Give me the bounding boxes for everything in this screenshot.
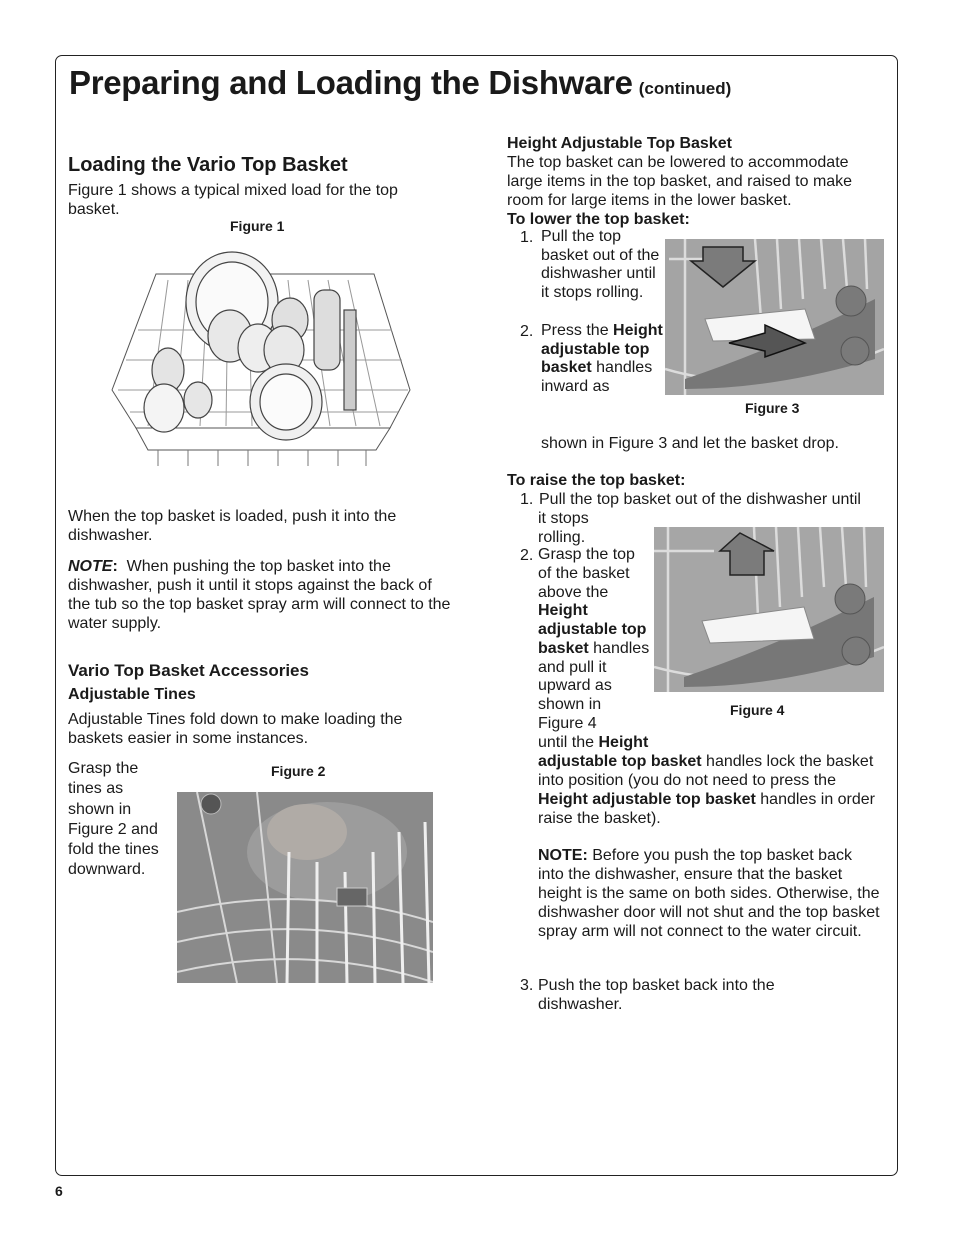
vario-intro: Figure 1 shows a typical mixed load for the top basket. [68,182,398,218]
raise-step1-continued: it stops rolling. [538,510,589,546]
vario-heading: Loading the Vario Top Basket [68,154,348,176]
step3-text: Push the top basket back into the dishwasher. [538,977,775,1013]
lower-step1: Pull the top basket out of the dishwasher until it stops rolling. [541,228,660,302]
figure2-tines-photo [177,792,433,983]
lower-step2-number: 2. [520,323,534,340]
raise-heading: To raise the top basket: [507,472,686,489]
tines-text: Adjustable Tines fold down to make loading the baskets easier in some instances. [68,711,403,747]
raise-step1-number: 1. [520,491,534,508]
figure3-caption: Figure 3 [745,400,800,416]
raise-step2-continued: adjustable top basket handles lock the basket into position (you do not need to press the Height adjustable top basket handles in order raise the basket). [538,753,876,827]
accessories-heading: Vario Top Basket Accessories [68,661,309,680]
page-number: 6 [55,1183,63,1199]
lower-step2-continued: shown in Figure 3 and let the basket drop. [541,435,839,452]
raise-step1: Pull the top basket out of the dishwasher until [539,491,861,508]
note-label: NOTE [68,558,113,575]
page-title: Preparing and Loading the Dishware (continued) [69,64,732,101]
raise-note: NOTE: Before you push the top basket back into the dishwasher, ensure that the basket height is the same on both sides. Otherwise, the dishwasher door will not shut and the top basket spray arm will not connect to the water circuit. [538,847,880,940]
loaded-text: When the top basket is loaded, push it into the dishwasher. [68,508,397,544]
figure1-caption: Figure 1 [230,218,285,234]
raise-note-label: NOTE: [538,847,588,864]
figure1-basket-image [108,240,420,472]
raise-step2-line: until the Height [538,734,649,751]
raise-step2: Grasp the top of the basket above the Height adjustable top basket handles and pull it upward as shown in Figure 4 [538,546,650,732]
figure3-lower-photo [665,239,884,395]
figure2-caption: Figure 2 [271,763,326,779]
height-intro: The top basket can be lowered to accommodate large items in the top basket, and raised to make room for large items in the lower basket. [507,154,853,209]
step3-number: 3. [520,977,534,994]
figure4-raise-photo [654,527,884,692]
lower-step1-number: 1. [520,229,534,246]
lower-step2: Press the Height adjustable top basket handles inward as [541,322,663,396]
tines-heading: Adjustable Tines [68,686,196,703]
height-heading: Height Adjustable Top Basket [507,135,732,152]
figure4-caption: Figure 4 [730,702,785,718]
raise-step2-number: 2. [520,547,534,564]
grasp-text: Grasp the tines as shown in Figure 2 and fold the tines downward. [68,760,159,879]
note-paragraph: NOTE: When pushing the top basket into the dishwasher, push it until it stops against the back of the tub so the top basket spray arm will connect to the water supply. [68,558,451,632]
lower-heading: To lower the top basket: [507,211,690,228]
title-suffix: (continued) [638,79,732,98]
